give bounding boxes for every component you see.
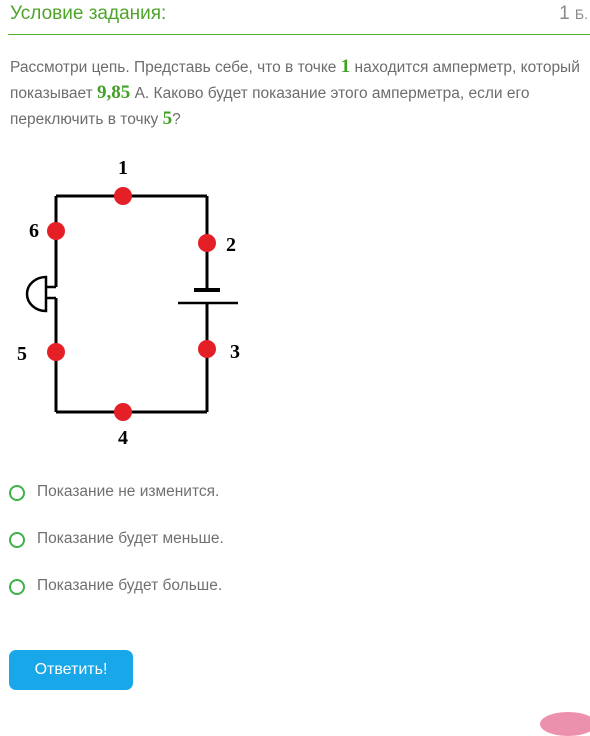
question-part-3: А. Каково будет показание этого амперметра, если его переключить в точку (10, 85, 530, 128)
task-title: Условие задания: (10, 3, 167, 24)
task-header (8, 0, 590, 35)
answer-option-label: Показание будет меньше. (37, 530, 224, 547)
radio-circle-icon[interactable] (9, 485, 25, 501)
answer-option-label: Показание не изменится. (37, 483, 220, 500)
question-part-4: ? (172, 111, 181, 128)
battery-icon (178, 290, 238, 303)
radio-circle-icon[interactable] (9, 532, 25, 548)
answer-option-label: Показание будет больше. (37, 577, 223, 594)
question-text (10, 54, 590, 132)
question-point-to: 5 (162, 108, 173, 129)
lamp-dome (27, 277, 46, 311)
points-unit: Б. (574, 6, 588, 22)
corner-decoration (540, 712, 590, 736)
task-points (559, 3, 588, 25)
submit-answer-button[interactable]: Ответить! (9, 650, 133, 690)
circuit-point-1 (114, 187, 132, 205)
question-reading: 9,85 (97, 82, 131, 103)
circuit-point-3 (198, 340, 216, 358)
question-part-1: Рассмотри цепь. Представь себе, что в точке (10, 59, 341, 76)
points-value: 1 (559, 3, 570, 24)
question-part-2: находится амперметр, который показывает (10, 59, 580, 102)
point-label-5: 5 (17, 343, 27, 365)
lamp-icon (27, 275, 56, 311)
radio-circle-icon[interactable] (9, 579, 25, 595)
point-label-3: 3 (230, 341, 240, 363)
circuit-point-4 (114, 403, 132, 421)
point-label-2: 2 (226, 234, 236, 256)
point-label-6: 6 (29, 220, 39, 242)
circuit-point-5 (47, 343, 65, 361)
circuit-point-6 (47, 222, 65, 240)
point-label-4: 4 (118, 427, 128, 449)
question-point-from: 1 (340, 56, 351, 77)
circuit-point-2 (198, 234, 216, 252)
circuit-diagram (0, 150, 260, 450)
point-label-1: 1 (118, 157, 128, 179)
